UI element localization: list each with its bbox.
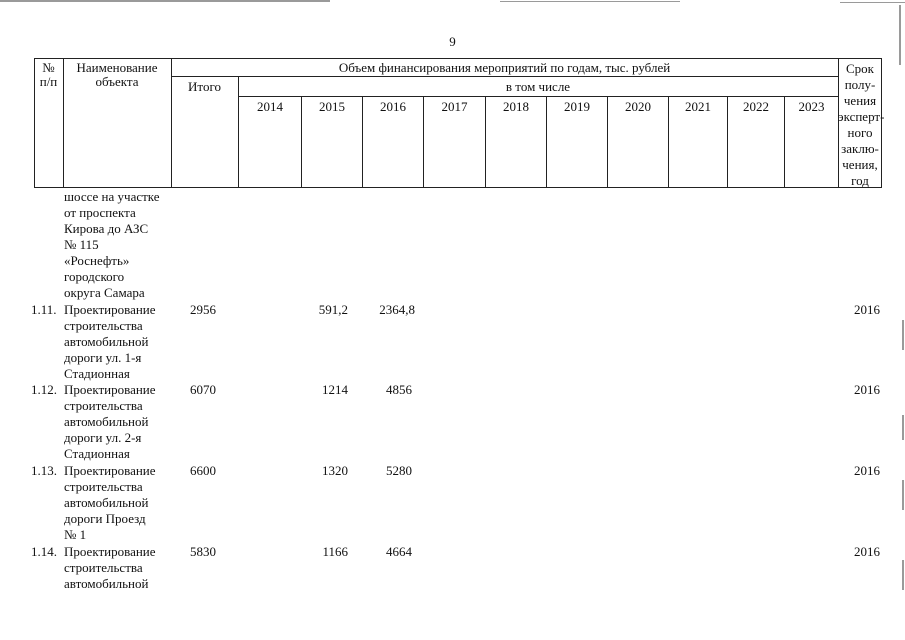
header-year-2022: 2022 xyxy=(743,99,769,114)
header-deadline: Срок полу- чения эксперт- ного заклю- чения, год xyxy=(838,61,885,188)
row-1-14-total: 5830 xyxy=(190,544,216,559)
row-1-11-total: 2956 xyxy=(190,302,216,317)
row-1-12-total: 6070 xyxy=(190,382,216,397)
row-1-14-num: 1.14. xyxy=(31,544,57,559)
row-1-12-2016: 4856 xyxy=(386,382,412,397)
header-total: Итого xyxy=(188,79,221,94)
scan-edge-right-4 xyxy=(902,480,904,510)
row-1-12-deadline: 2016 xyxy=(854,382,880,397)
row-1-14-2015: 1166 xyxy=(322,544,348,559)
header-year-2016: 2016 xyxy=(380,99,406,114)
header-year-2019: 2019 xyxy=(564,99,590,114)
scan-edge-top-left xyxy=(0,0,330,2)
header-year-2018: 2018 xyxy=(503,99,529,114)
header-volume: Объем финансирования мероприятий по годам, тыс. рублей xyxy=(338,60,671,75)
continuation-name: шоссе на участке от проспекта Кирова до АЗС № 115 «Роснефть» городского округа Самара xyxy=(64,189,160,300)
header-year-2020: 2020 xyxy=(625,99,651,114)
scan-edge-right-5 xyxy=(902,560,904,590)
row-1-13-name: Проектирование строительства автомобильной дороги Проезд № 1 xyxy=(64,463,156,542)
scan-edge-top-right xyxy=(500,1,680,2)
header-year-2021: 2021 xyxy=(685,99,711,114)
row-1-11-2015: 591,2 xyxy=(318,302,348,317)
page-number: 9 xyxy=(449,34,456,49)
header-num: № п/п xyxy=(39,60,58,89)
row-1-11-deadline: 2016 xyxy=(854,302,880,317)
row-1-13-total: 6600 xyxy=(190,463,216,478)
row-1-14-deadline: 2016 xyxy=(854,544,880,559)
header-including: в том числе xyxy=(505,79,571,94)
row-1-13-deadline: 2016 xyxy=(854,463,880,478)
row-1-12-num: 1.12. xyxy=(31,382,57,397)
scan-edge-right-2 xyxy=(902,320,904,350)
row-1-13-num: 1.13. xyxy=(31,463,57,478)
header-year-2023: 2023 xyxy=(798,99,825,114)
row-1-13-2015: 1320 xyxy=(322,463,348,478)
scan-edge-right-3 xyxy=(902,415,904,440)
header-year-2015: 2015 xyxy=(319,99,345,114)
row-1-12-name: Проектирование строительства автомобильной дороги ул. 2-я Стадионная xyxy=(64,382,156,461)
row-1-11-name: Проектирование строительства автомобильной дороги ул. 1-я Стадионная xyxy=(64,302,156,381)
header-name: Наименование объекта xyxy=(76,60,158,89)
row-1-12-2015: 1214 xyxy=(322,382,348,397)
row-1-11-2016: 2364,8 xyxy=(379,302,415,317)
scan-edge-top-far-right xyxy=(840,2,905,3)
row-1-14-name: Проектирование строительства автомобильной xyxy=(64,544,156,591)
row-1-13-2016: 5280 xyxy=(386,463,412,478)
header-year-2014: 2014 xyxy=(257,99,283,114)
row-1-14-2016: 4664 xyxy=(386,544,412,559)
row-1-11-num: 1.11. xyxy=(31,302,57,317)
header-year-2017: 2017 xyxy=(441,99,468,114)
